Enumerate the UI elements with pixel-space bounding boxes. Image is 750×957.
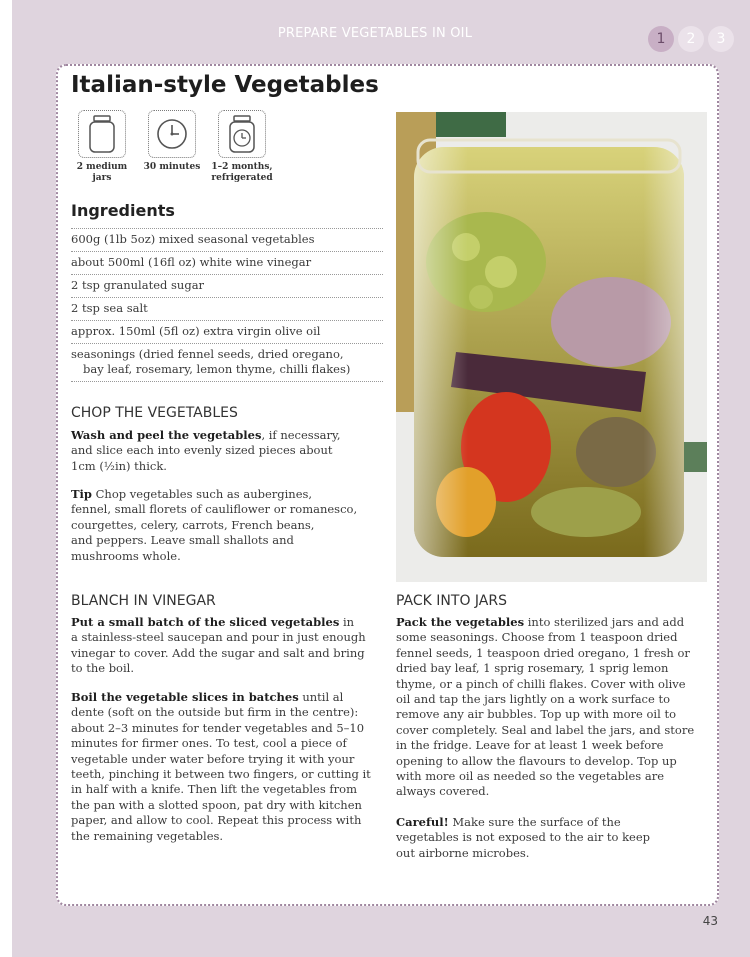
ingredients-list [71, 228, 383, 382]
pack-careful-note: Careful! Make sure the surface of the vegetables is not exposed to the air to keep out airborne microbes. [396, 815, 651, 860]
clock-icon [148, 110, 196, 158]
step-3[interactable]: 3 [708, 26, 734, 52]
info-storage [212, 110, 272, 184]
step-1[interactable]: 1 [648, 26, 674, 52]
recipe-info [72, 110, 272, 184]
info-yield [72, 110, 132, 184]
pack-step: Pack the vegetables into sterilized jars and add some seasonings. Choose from 1 teaspoon dried fennel seeds, 1 teaspoon dried oregano, 1 fresh or dried bay leaf, 1 sprig rosemary, 1 sprig lemon thyme, or a pinch of chilli flakes. Cover with olive oil and tap the jars lightly on a work surface to remove any air bubbles. Top up with more oil to cover completely. Seal and label the jars, and store in the fridge. Leave for at least 1 week before opening to allow the flavours to develop. Top up with more oil as needed so the vegetables are always covered. [396, 615, 695, 799]
ingredient-item: approx. 150ml (5fl oz) extra virgin olive oil [71, 320, 383, 343]
jar-icon [78, 110, 126, 158]
info-yield-label: 2 medium jars [76, 162, 128, 183]
blanch-step-2: Boil the vegetable slices in batches until al dente (soft on the outside but firm in the centre): about 2–3 minutes for tender vegetables and 5–10 minutes for firmer ones. To test, cool a piece of vegetable under water before trying it with your teeth, pinching it between two fingers, or cutting it in half with a knife. Then lift the vegetables from the pan with a slotted spoon, pat dry with kitchen paper, and allow to cool. Repeat this process with the remaining vegetables. [71, 690, 371, 843]
ingredient-item: seasonings (dried fennel seeds, dried oregano, bay leaf, rosemary, lemon thyme, chilli flakes) [71, 343, 383, 382]
recipe-title: Italian-style Vegetables [71, 72, 379, 98]
ingredient-item: 600g (1lb 5oz) mixed seasonal vegetables [71, 228, 383, 251]
ingredients-heading: Ingredients [71, 201, 175, 220]
ingredient-item: 2 tsp granulated sugar [71, 274, 383, 297]
pack-heading: PACK INTO JARS [396, 593, 507, 609]
info-time [142, 110, 202, 184]
ingredient-item: 2 tsp sea salt [71, 297, 383, 320]
refrigerated-jar-icon [218, 110, 266, 158]
chop-instructions: Wash and peel the vegetables, if necessary, and slice each into evenly sized pieces about 1cm (½in) thick. [71, 428, 341, 473]
blanch-step-1: Put a small batch of the sliced vegetables in a stainless-steel saucepan and pour in just enough vinegar to cover. Add the sugar and salt and bring to the boil. [71, 615, 366, 676]
ingredient-item: about 500ml (16fl oz) white wine vinegar [71, 251, 383, 274]
chop-tip: Tip Chop vegetables such as aubergines, fennel, small florets of cauliflower or romanesco, courgettes, celery, carrots, French beans, and peppers. Leave small shallots and mushrooms whole. [71, 487, 358, 563]
step-indicator [648, 26, 734, 52]
page-number: 43 [702, 914, 718, 928]
chop-heading: CHOP THE VEGETABLES [71, 405, 238, 421]
blanch-heading: BLANCH IN VINEGAR [71, 593, 216, 609]
section-header-title: PREPARE VEGETABLES IN OIL [277, 26, 473, 41]
vegetables-jar-photo [396, 112, 707, 582]
info-storage-label: 1–2 months, refrigerated [211, 162, 273, 183]
step-2[interactable]: 2 [678, 26, 704, 52]
info-time-label: 30 minutes [143, 162, 201, 172]
